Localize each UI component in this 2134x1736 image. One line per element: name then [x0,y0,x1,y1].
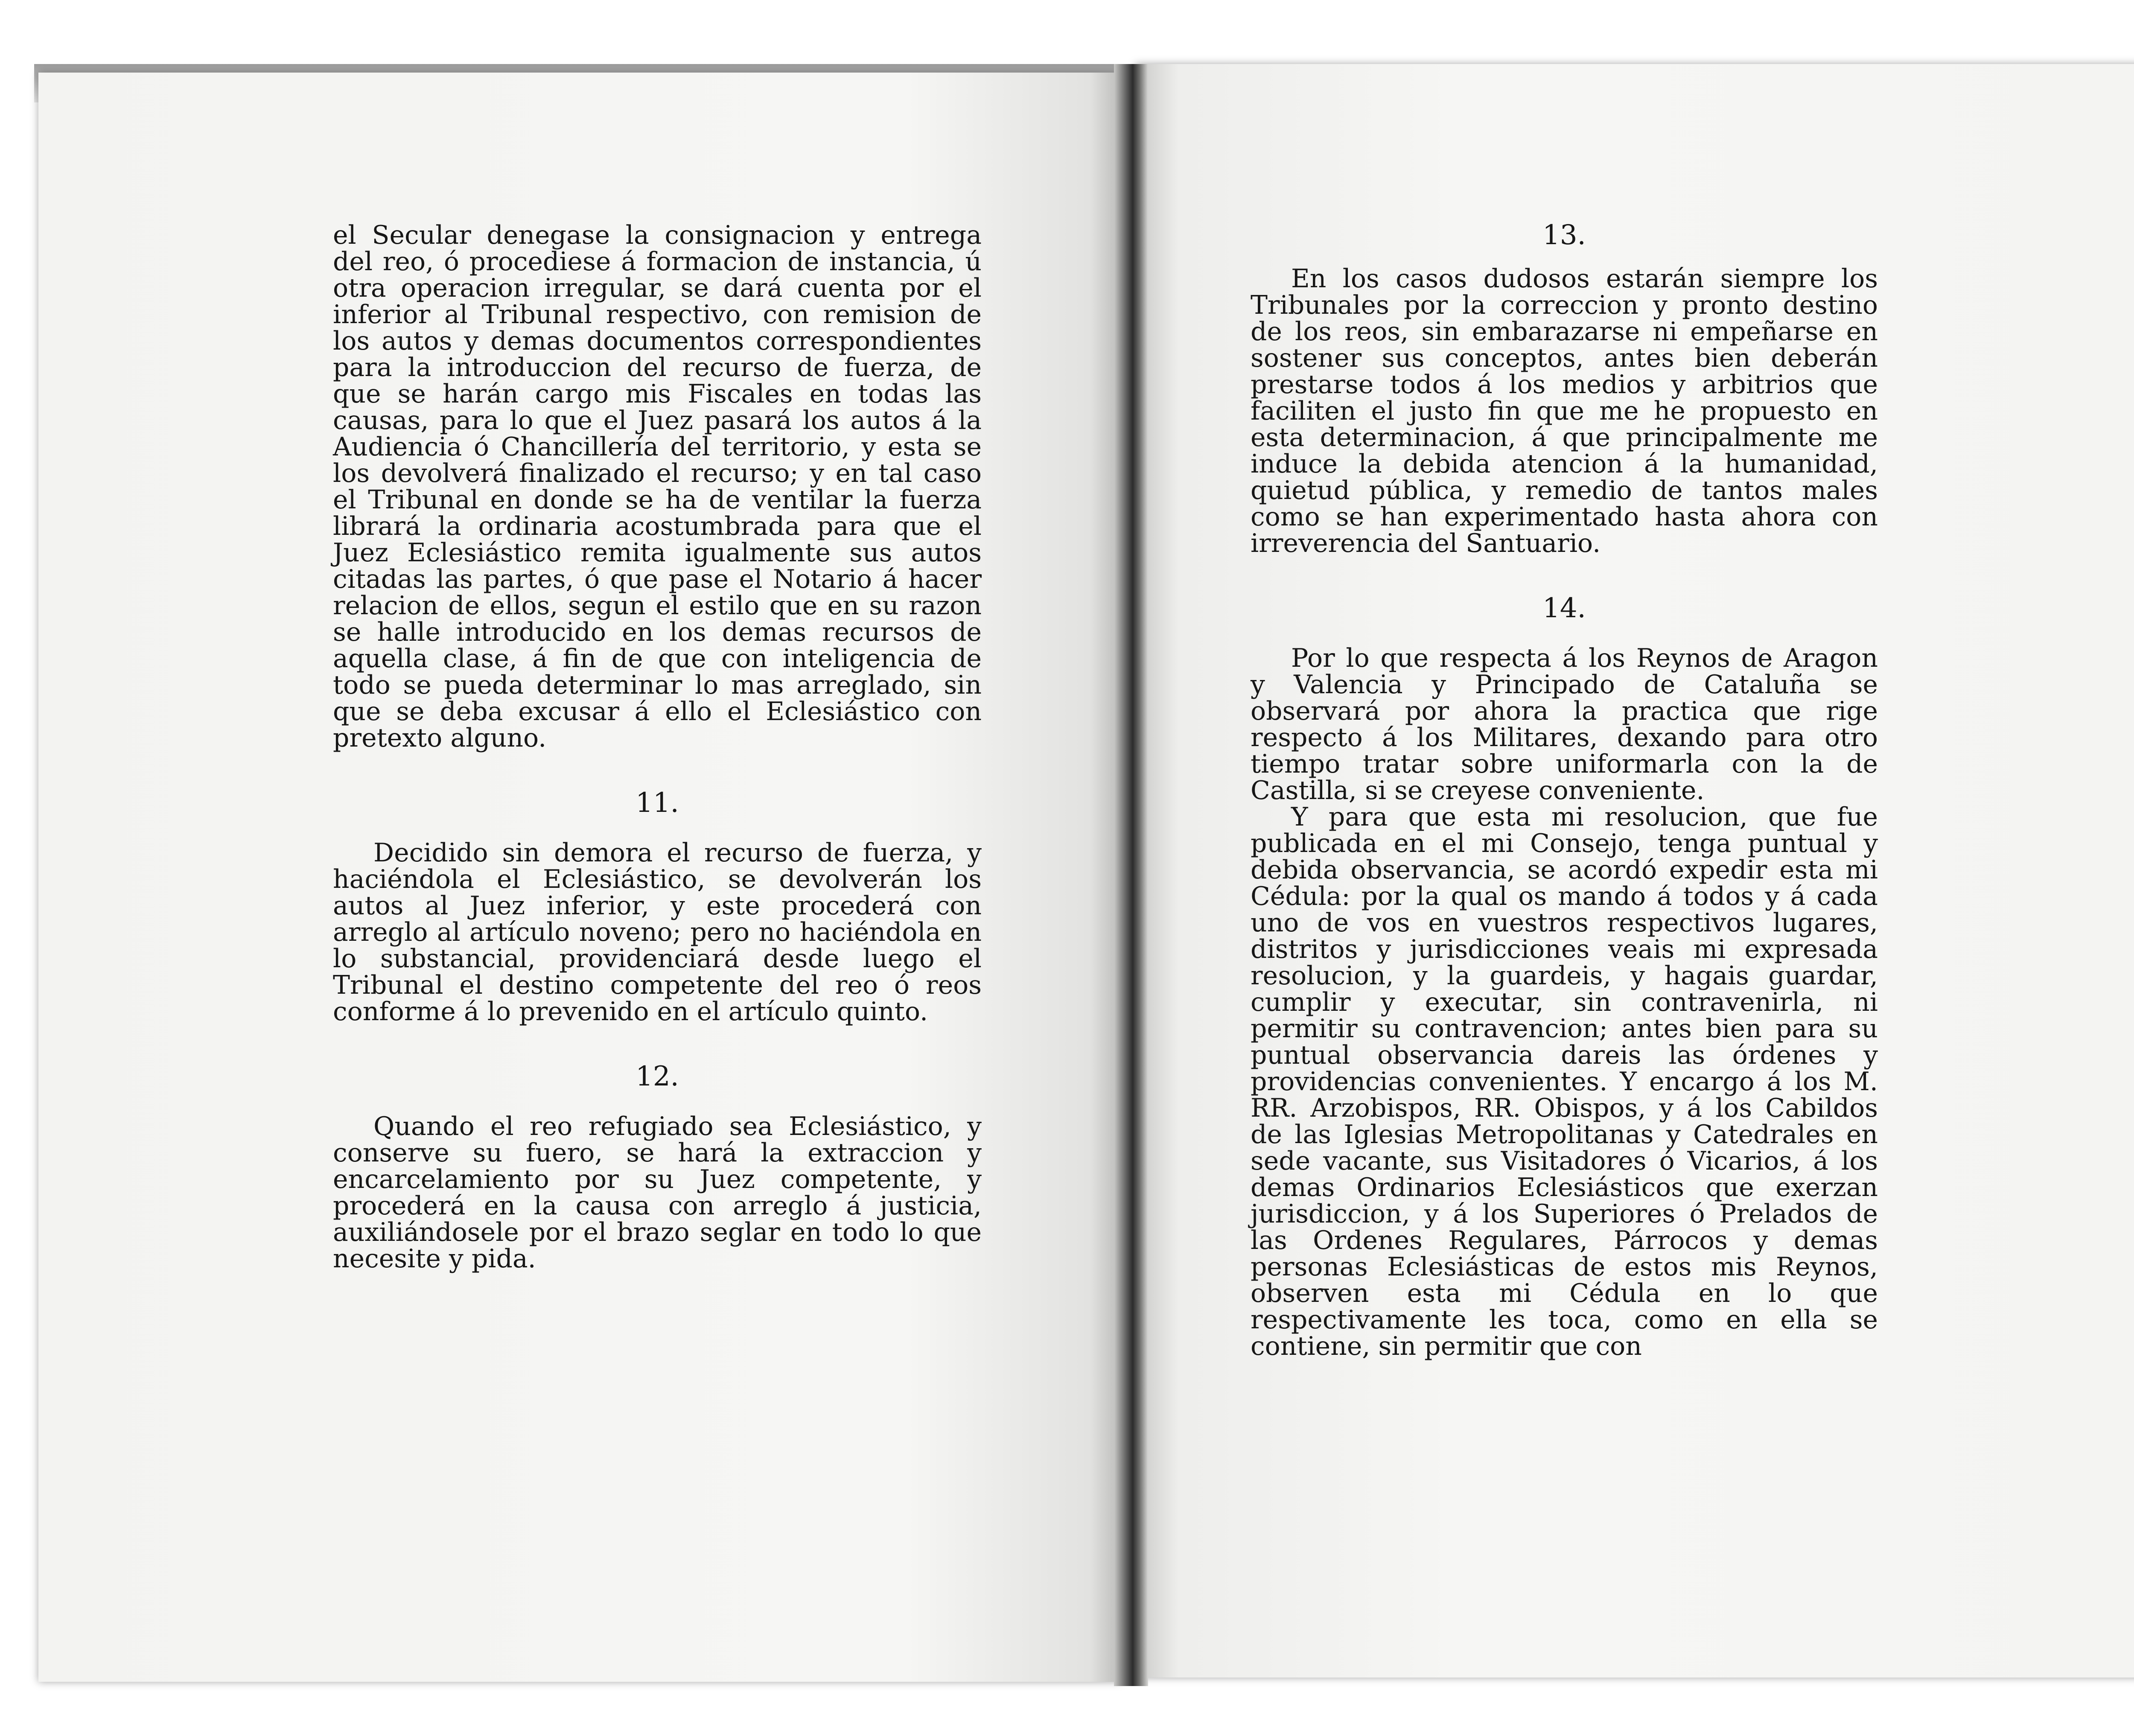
right-page-text [1251,219,1878,1361]
section-14-text: Por lo que respecta á los Reynos de Aragon y Valencia y Principado de Cataluña se observará por ahora la practica que rige respecto á los Militares, dexando para otro tiempo tratar sobre uniformarla con la de Castilla, si se creyese conveniente. [1251,643,1878,805]
section-12-text: Quando el reo refugiado sea Eclesiástico, y conserve su fuero, se hará la extraccion y encarcelamiento por su Juez competente, y procederá en la causa con arreglo á justicia, auxiliándosele por el brazo seglar en todo lo que necesite y pida. [333,1112,982,1274]
section-13-text: En los casos dudosos estarán siempre los Tribunales por la correccion y pronto destino de los reos, sin embarazarse ni empeñarse en sostener sus conceptos, antes bien deberán prestarse todos á los medios y arbitrios que faciliten el justo fin que me he propuesto en esta determinacion, á que principalmente me induce la debida atencion á la humanidad, quietud pública, y remedio de tantos males como se han experimentado hasta ahora con irreverencia del Santuario. [1251,264,1878,558]
section-number-13: 13. [1542,219,1586,251]
section-number-11: 11. [636,787,679,819]
section-11-text: Decidido sin demora el recurso de fuerza, y haciéndola el Eclesiástico, se devolverán los autos al Juez inferior, y este procederá con arreglo al artículo noveno; pero no haciéndola en lo substancial, providenciará desde luego el Tribunal el destino competente del reo ó reos conforme á lo prevenido en el artículo quinto. [333,838,982,1027]
book-gutter [1114,64,1148,1686]
section-number-12: 12. [636,1061,679,1092]
left-paragraph-continuation: el Secular denegase la consignacion y entrega del reo, ó procediese á formacion de instancia, ú otra operacion irregular, se dará cuenta por el inferior al Tribunal respectivo, con remision de los autos y demas documentos correspondientes para la introduccion del recurso de fuerza, de que se harán cargo mis Fiscales en todas las causas, para lo que el Juez pasará los autos á la Audiencia ó Chancillería del territorio, y esta se los devolverá finalizado el recurso; y en tal caso el Tribunal en donde se ha de ventilar la fuerza librará la ordinaria acostumbrada para que el Juez Eclesiástico remita igualmente sus autos citadas las partes, ó que pase el Notario á hacer relacion de ellos, segun el estilo que en su razon se halle introducido en los demas recursos de aquella clase, á fin de que con inteligencia de todo se pueda determinar lo mas arreglado, sin que se deba excusar á ello el Eclesiástico con pretexto alguno. [333,220,982,753]
left-page-text [333,222,982,1272]
closing-paragraph: Y para que esta mi resolucion, que fue publicada en el mi Consejo, tenga puntual y debida observancia, se acordó expedir esta mi Cédula: por la qual os mando á todos y á cada uno de vos en vuestros respectivos lugares, distritos y jurisdicciones veais mi expresada resolucion, y la guardeis, y hagais guardar, cumplir y executar, sin contravenirla, ni permitir su contravencion; antes bien para su puntual observancia dareis las órdenes y providencias convenientes. Y encargo á los M. RR. Arzobispos, RR. Obispos, y á los Cabildos de las Iglesias Metropolitanas y Catedrales en sede vacante, sus Visitadores ó Vicarios, á los demas Ordinarios Eclesiásticos que exerzan jurisdiccion, y á los Superiores ó Prelados de las Ordenes Regulares, Párrocos y demas personas Eclesiásticas de estos mis Reynos, observen esta mi Cédula en lo que respectivamente les toca, como en ella se contiene, sin permitir que con [1251,802,1878,1361]
section-number-14: 14. [1542,592,1586,624]
